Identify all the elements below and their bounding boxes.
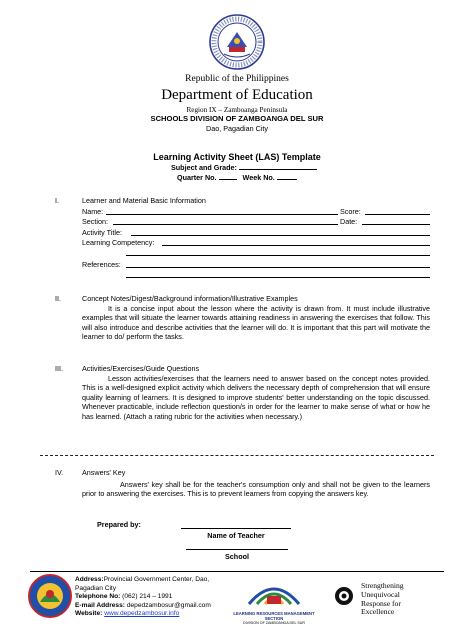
week-label: Week No. bbox=[242, 173, 275, 182]
division-line: SCHOOLS DIVISION OF ZAMBOANGA DEL SUR bbox=[150, 114, 324, 123]
name-field[interactable] bbox=[106, 214, 338, 215]
address-label: Address: bbox=[75, 576, 104, 583]
section2-heading: Concept Notes/Digest/Background information/Illustrative Examples bbox=[82, 294, 298, 303]
deped-stamp-icon bbox=[334, 586, 354, 606]
las-title: Learning Activity Sheet (LAS) Template bbox=[153, 152, 321, 162]
email-label: E-mail Address: bbox=[75, 601, 125, 609]
footer-telephone-row bbox=[75, 593, 225, 602]
score-field[interactable] bbox=[365, 214, 430, 215]
activity-title-field[interactable] bbox=[131, 235, 430, 236]
slogan-line-4: Excellence bbox=[361, 607, 395, 617]
lrms-subtitle: DIVISION OF ZAMBOANGA DEL SUR bbox=[243, 621, 305, 625]
slogan-line-2: Unequivocal bbox=[361, 589, 400, 599]
quarter-blank[interactable] bbox=[219, 173, 237, 180]
section3-heading: Activities/Exercises/Guide Questions bbox=[82, 364, 200, 373]
quarter-label: Quarter No. bbox=[177, 173, 217, 182]
slogan-line-1: Strengthening bbox=[361, 581, 404, 590]
competency-field-line2[interactable] bbox=[126, 255, 430, 256]
date-field[interactable] bbox=[362, 224, 430, 225]
activity-title-label: Activity Title: bbox=[82, 228, 122, 237]
website-label: Website: bbox=[75, 610, 103, 618]
section2-body: It is a concise input about the lesson where the activity is drawn from. It must include illustrative examples that will situate the learner towards attaining readiness in answering the exercises that follow. This will also introduce and describe activities that the learner will do. It is important that this part will motivate the learner to do/ perform the tasks. bbox=[82, 304, 430, 342]
section1-number: I. bbox=[55, 196, 59, 205]
name-label: Name: bbox=[82, 207, 104, 216]
section4-heading: Answers' Key bbox=[82, 468, 126, 477]
section2-number: II. bbox=[55, 294, 61, 303]
section-field[interactable] bbox=[113, 224, 338, 225]
footer-contact bbox=[75, 576, 225, 619]
subject-grade-blank[interactable] bbox=[239, 163, 317, 170]
republic-line: Republic of the Philippines bbox=[185, 74, 289, 84]
slogan-line-3: Response for bbox=[361, 598, 401, 608]
telephone-label: Telephone No: bbox=[75, 593, 121, 601]
subject-grade-row bbox=[171, 163, 321, 172]
address-value: Provincial Government Center, Dao, bbox=[103, 576, 210, 583]
competency-label: Learning Competency: bbox=[82, 238, 155, 247]
footer-website-row bbox=[75, 610, 225, 619]
department-title: Department of Education bbox=[161, 87, 313, 103]
competency-field[interactable] bbox=[162, 245, 430, 246]
deped-seal bbox=[209, 14, 265, 70]
score-label: Score: bbox=[340, 207, 361, 216]
section4-number: IV. bbox=[55, 468, 64, 477]
section3-number: III. bbox=[55, 364, 63, 373]
section3-body: Lesson activities/exercises that the learners need to answer based on the concept notes provided. This is a well-designed explicit activity which delivers the necessary depth of comprehension that will ensure quality learning of learners. It is designed to improve students' better understanding on the topic discussed. Whenever practicable, include reflection question/s in order for the learner to make sense of what or how he has learned. (Attach a rating rubric for the activities when necessary.) bbox=[82, 374, 430, 421]
prepared-by-label: Prepared by: bbox=[97, 520, 141, 529]
lrms-logo bbox=[229, 574, 319, 624]
references-field-line2[interactable] bbox=[126, 277, 430, 278]
footer-email-row bbox=[75, 602, 225, 611]
subject-grade-label: Subject and Grade: bbox=[171, 163, 237, 172]
section4-body: Answers' key shall be for the teacher's consumption only and shall not be given to the learners prior to answering the exercises. This is to prevent learners from copying the answers key. bbox=[82, 480, 430, 499]
address-line2: Pagadian City bbox=[75, 584, 117, 592]
slogan bbox=[361, 582, 404, 617]
school-label: School bbox=[225, 552, 249, 561]
week-blank[interactable] bbox=[277, 173, 297, 180]
references-label: References: bbox=[82, 260, 121, 269]
quarter-week-row bbox=[177, 173, 327, 182]
section-label: Section: bbox=[82, 217, 108, 226]
region-line: Region IX – Zamboanga Peninsula bbox=[186, 106, 288, 114]
lrms-title: LEARNING RESOURCES MANAGEMENT SECTION bbox=[233, 611, 315, 621]
dashed-divider bbox=[40, 455, 434, 456]
teacher-name-label: Name of Teacher bbox=[207, 531, 265, 540]
teacher-signature-line[interactable] bbox=[181, 528, 291, 529]
section1-heading: Learner and Material Basic Information bbox=[82, 196, 206, 205]
date-label: Date: bbox=[340, 217, 358, 226]
school-line[interactable] bbox=[186, 549, 288, 550]
footer-address-row bbox=[75, 576, 225, 585]
references-field[interactable] bbox=[126, 267, 430, 268]
city-line: Dao, Pagadian City bbox=[206, 124, 268, 133]
footer-divider bbox=[30, 571, 444, 572]
telephone-value: (062) 214 – 1991 bbox=[122, 593, 173, 601]
website-link[interactable]: www.depedzambosur.info bbox=[104, 610, 180, 618]
division-logo bbox=[28, 574, 72, 618]
email-value[interactable]: depedzambosur@gmail.com bbox=[126, 601, 211, 609]
